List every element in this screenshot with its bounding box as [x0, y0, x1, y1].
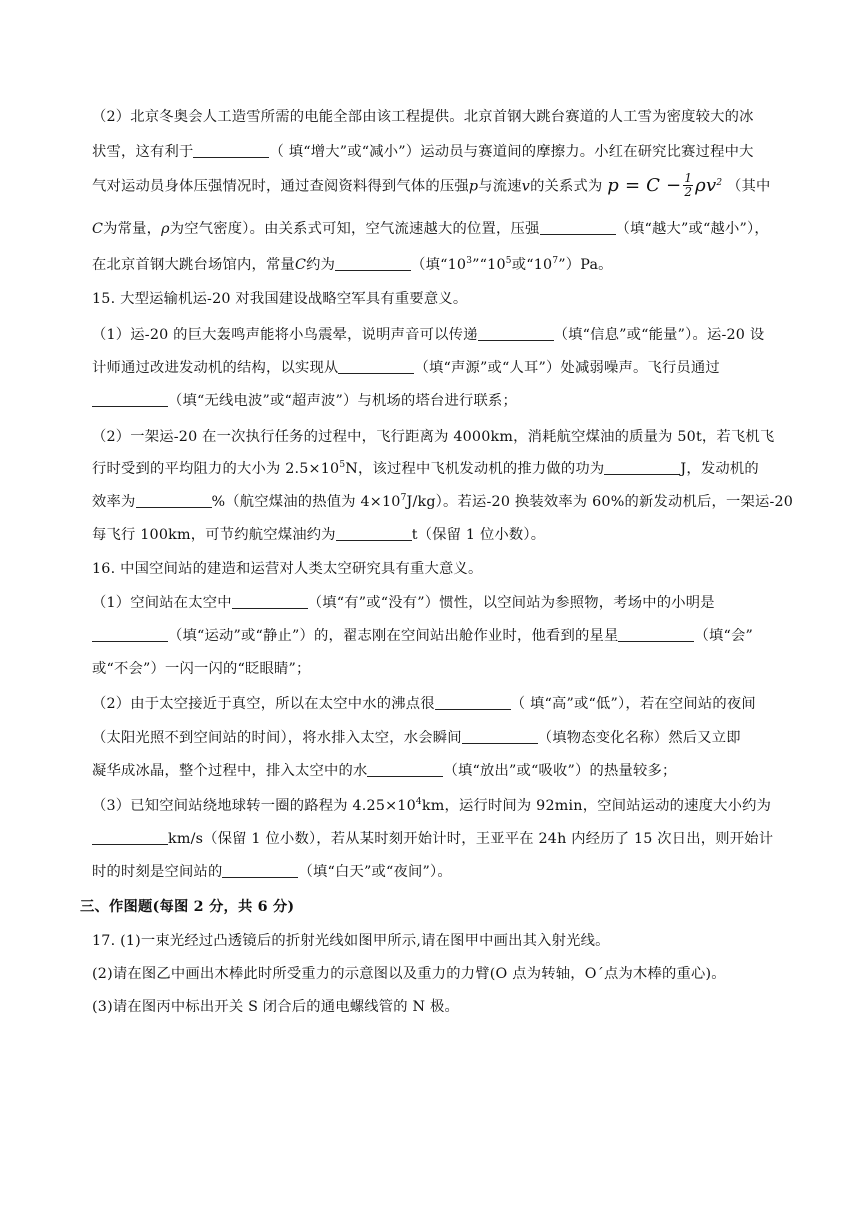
q15-p1-line1: （1）运-20 的巨大轰鸣声能将小鸟震晕，说明声音可以传递 （填“信息”或“能量”）。运-20 设: [92, 327, 765, 343]
q15-p1-line2: 计师通过改进发动机的结构，以实现从 （填“声源”或“人耳”）处减弱噪声。飞行员通过: [92, 360, 720, 376]
q16-p2-line2: （太阳光照不到空间站的时间），将水排入太空，水会瞬间 （填物态变化名称）然后又立即: [92, 730, 741, 746]
answer-blank[interactable]: [92, 830, 168, 845]
answer-blank[interactable]: [618, 627, 694, 642]
q14-p2-line3: 气对运动员身体压强情况时，通过查阅资料得到气体的压强p与流速v的关系式为 p = C − $\frac{1}{2}$ $\rho v^2$ （其中: [92, 171, 771, 199]
q17-line3: (3)请在图丙中标出开关 S 闭合后的通电螺线管的 N 极。: [92, 999, 459, 1015]
answer-blank[interactable]: [222, 863, 298, 878]
section-title: 三、作图题(每图 2 分，共 6 分): [80, 899, 295, 915]
q16-p1-line1: （1）空间站在太空中 （填“有”或“没有”）惯性，以空间站为参照物，考场中的小明是: [92, 595, 715, 611]
answer-blank[interactable]: [367, 762, 443, 777]
answer-blank[interactable]: [193, 143, 269, 158]
q17-line2: (2)请在图乙中画出木棒此时所受重力的示意图以及重力的力臂(O 点为转轴，O´点为木棒的重心)。: [92, 966, 726, 982]
answer-blank[interactable]: [540, 220, 616, 235]
q16-p2-line1: （2）由于太空接近于真空，所以在太空中水的沸点很 （ 填“高”或“低”），若在空间站的夜间: [92, 696, 756, 712]
answer-blank[interactable]: [336, 526, 412, 541]
q15-p1-line3: （填“无线电波”或“超声波”）与机场的塔台进行联系；: [92, 390, 517, 410]
q14-p2-line5: 在北京首钢大跳台场馆内，常量C约为 （填“$10^3”“10^5$或“$10^7”)Pa$。: [92, 256, 613, 273]
q15-title: 15. 大型运输机运-20 对我国建设战略空军具有重要意义。: [92, 291, 468, 307]
q15-p2-line1: （2）一架运-20 在一次执行任务的过程中，飞行距离为 4000km，消耗航空煤油的质量为 50t，若飞机飞: [92, 429, 775, 445]
q16-p2-line3: 凝华成冰晶，整个过程中，排入太空中的水 （填“放出”或“吸收”）的热量较多；: [92, 763, 677, 779]
q16-p3-line1: （3）已知空间站绕地球转一圈的路程为 $4.25\times 10^4km$，运行时间为 92min，空间站运动的速度大小约为: [92, 797, 772, 814]
q16-p3-line3: 时的时刻是空间站的 （填“白天”或“夜间”）。: [92, 864, 452, 880]
answer-blank[interactable]: [92, 392, 168, 407]
pressure-formula: p = C − $\frac{1}{2}$ $\rho v^2$: [607, 171, 723, 199]
q15-p2-line2: 行时受到的平均阻力的大小为 $2.5\times 10^5N$，该过程中飞机发动机的推力做的功为 J，发动机的: [92, 460, 759, 477]
q16-p1-line3: 或“不会”）一闪一闪的“眨眼睛”；: [92, 661, 311, 677]
answer-blank[interactable]: [92, 627, 168, 642]
answer-blank[interactable]: [136, 493, 212, 508]
answer-blank[interactable]: [478, 326, 554, 341]
answer-blank[interactable]: [604, 460, 680, 475]
answer-blank[interactable]: [462, 729, 538, 744]
answer-blank[interactable]: [232, 594, 308, 609]
answer-blank[interactable]: [335, 256, 411, 271]
q15-p2-line4: 每飞行 100km，可节约航空煤油约为 t（保留 1 位小数）。: [92, 527, 546, 543]
answer-blank[interactable]: [435, 695, 511, 710]
q16-p3-line2: km/s（保留 1 位小数），若从某时刻开始计时，王亚平在 24h 内经历了 15 次日出，则开始计: [92, 828, 773, 848]
q15-p2-line3: 效率为 %（航空煤油的热值为 $4\times 10^7J/kg$）。若运-20 换装效率为 60%的新发动机后，一架运-20: [92, 493, 794, 510]
q14-p2-line4: C为常量，ρ为空气密度）。由关系式可知，空气流速越大的位置，压强 （填“越大”或“越小”），: [92, 221, 769, 237]
answer-blank[interactable]: [338, 359, 414, 374]
q16-p1-line2: （填“运动”或“静止”）的，翟志刚在空间站出舱作业时，他看到的星星 （填“会”: [92, 625, 753, 645]
q14-p2-line2: 状雪，这有利于 （ 填“增大”或“减小”）运动员与赛道间的摩擦力。小红在研究比赛过程中大: [92, 144, 754, 160]
q16-title: 16. 中国空间站的建造和运营对人类太空研究具有重大意义。: [92, 561, 483, 577]
q17-line1: 17. (1)一束光经过凸透镜后的折射光线如图甲所示,请在图甲中画出其入射光线。: [92, 933, 610, 949]
q14-p2-line1: （2）北京冬奥会人工造雪所需的电能全部由该工程提供。北京首钢大跳台赛道的人工雪为密度较大的冰: [92, 109, 754, 125]
